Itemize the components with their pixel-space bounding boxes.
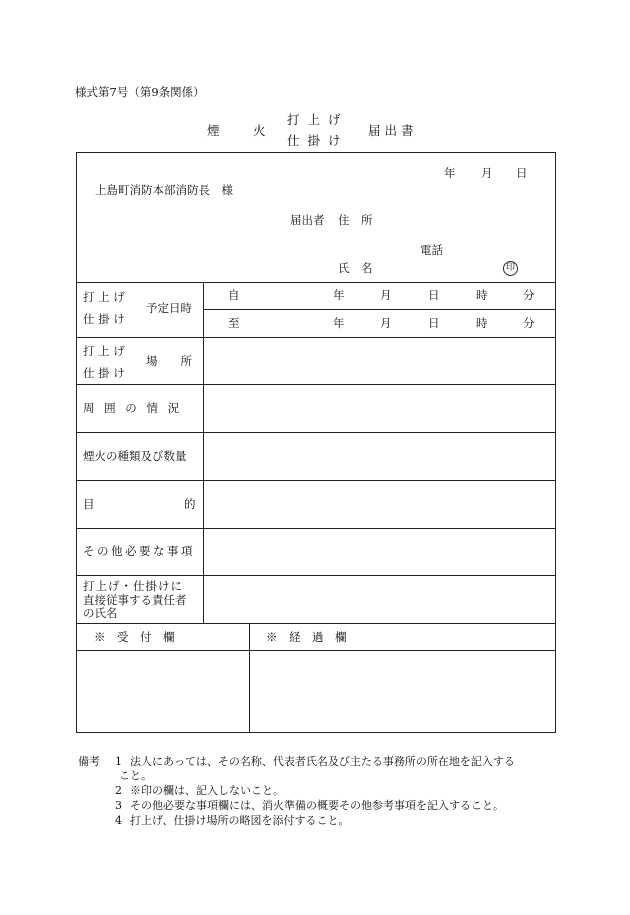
schedule-from-day: 日 [428, 288, 440, 302]
responsible-label-3: の氏名 [83, 606, 118, 620]
note-1-line-1: 法人にあっては、その名称、代表者氏名及び主たる事務所の所在地を記入する [130, 755, 515, 768]
reception-header: ※ 受 付 欄 [94, 630, 175, 644]
row-divider [76, 650, 556, 651]
row-divider [76, 528, 556, 529]
schedule-to-minute: 分 [523, 316, 535, 330]
column-divider [249, 623, 250, 733]
row-divider [76, 282, 556, 283]
row-divider [76, 432, 556, 433]
date-day: 日 [516, 166, 528, 180]
surroundings-label: 周 囲 の 情 況 [83, 401, 183, 415]
address-label: 住 所 [338, 213, 373, 227]
row-divider [76, 480, 556, 481]
fireworks-label: 煙火の種類及び数量 [83, 449, 187, 463]
row-divider [76, 384, 556, 385]
schedule-to-year: 年 [333, 316, 345, 330]
responsible-label-2: 直接従事する責任者 [83, 593, 187, 607]
note-1-line-2: こと。 [119, 769, 152, 782]
form-frame [76, 152, 556, 733]
note-4-number: 4 [115, 814, 122, 827]
row-divider [76, 623, 556, 624]
column-divider [203, 282, 204, 623]
responsible-label-1: 打上げ・仕掛けに [83, 579, 183, 593]
schedule-lower: 仕 掛 け [83, 312, 125, 326]
place-lower: 仕 掛 け [83, 366, 125, 380]
notes-heading: 備考 [78, 755, 100, 768]
schedule-to-hour: 時 [476, 316, 488, 330]
form-number: 様式第7号（第9条関係） [75, 85, 205, 99]
place-label: 場 所 [146, 354, 192, 368]
note-3: その他必要な事項欄には、消火準備の概要その他参考事項を記入すること。 [130, 799, 504, 812]
row-divider [76, 337, 556, 338]
title-part-3: 届出書 [368, 123, 418, 138]
title-part-1: 煙 [207, 123, 220, 138]
schedule-upper: 打 上 げ [83, 290, 125, 304]
note-2-number: 2 [115, 784, 122, 797]
row-divider [76, 575, 556, 576]
seal-mark: 印 [503, 261, 518, 276]
schedule-from-minute: 分 [523, 288, 535, 302]
title-lower: 仕掛け [287, 133, 349, 148]
date-year: 年 [444, 166, 456, 180]
other-label: その他必要な事項 [83, 544, 195, 558]
name-label: 氏 名 [338, 261, 373, 275]
note-2: ※印の欄は、記入しないこと。 [130, 784, 284, 797]
schedule-from: 自 [228, 288, 240, 302]
row-divider [203, 309, 556, 310]
schedule-to-month: 月 [380, 316, 392, 330]
schedule-to: 至 [228, 316, 240, 330]
date-month: 月 [481, 166, 493, 180]
title-upper: 打上げ [287, 112, 349, 127]
purpose-label-2: 的 [184, 497, 196, 511]
schedule-from-hour: 時 [476, 288, 488, 302]
applicant-label: 届出者 [290, 213, 325, 227]
title-part-2: 火 [253, 123, 266, 138]
purpose-label-1: 目 [83, 497, 95, 511]
addressee: 上島町消防本部消防長 様 [95, 183, 233, 197]
schedule-to-day: 日 [428, 316, 440, 330]
note-4: 打上げ、仕掛け場所の略図を添付すること。 [130, 814, 350, 827]
place-upper: 打 上 げ [83, 344, 125, 358]
progress-header: ※ 経 過 欄 [266, 630, 347, 644]
note-1-number: 1 [115, 755, 122, 768]
phone-label: 電話 [420, 243, 443, 257]
schedule-label: 予定日時 [146, 301, 192, 315]
schedule-from-year: 年 [333, 288, 345, 302]
schedule-from-month: 月 [380, 288, 392, 302]
note-3-number: 3 [115, 799, 122, 812]
